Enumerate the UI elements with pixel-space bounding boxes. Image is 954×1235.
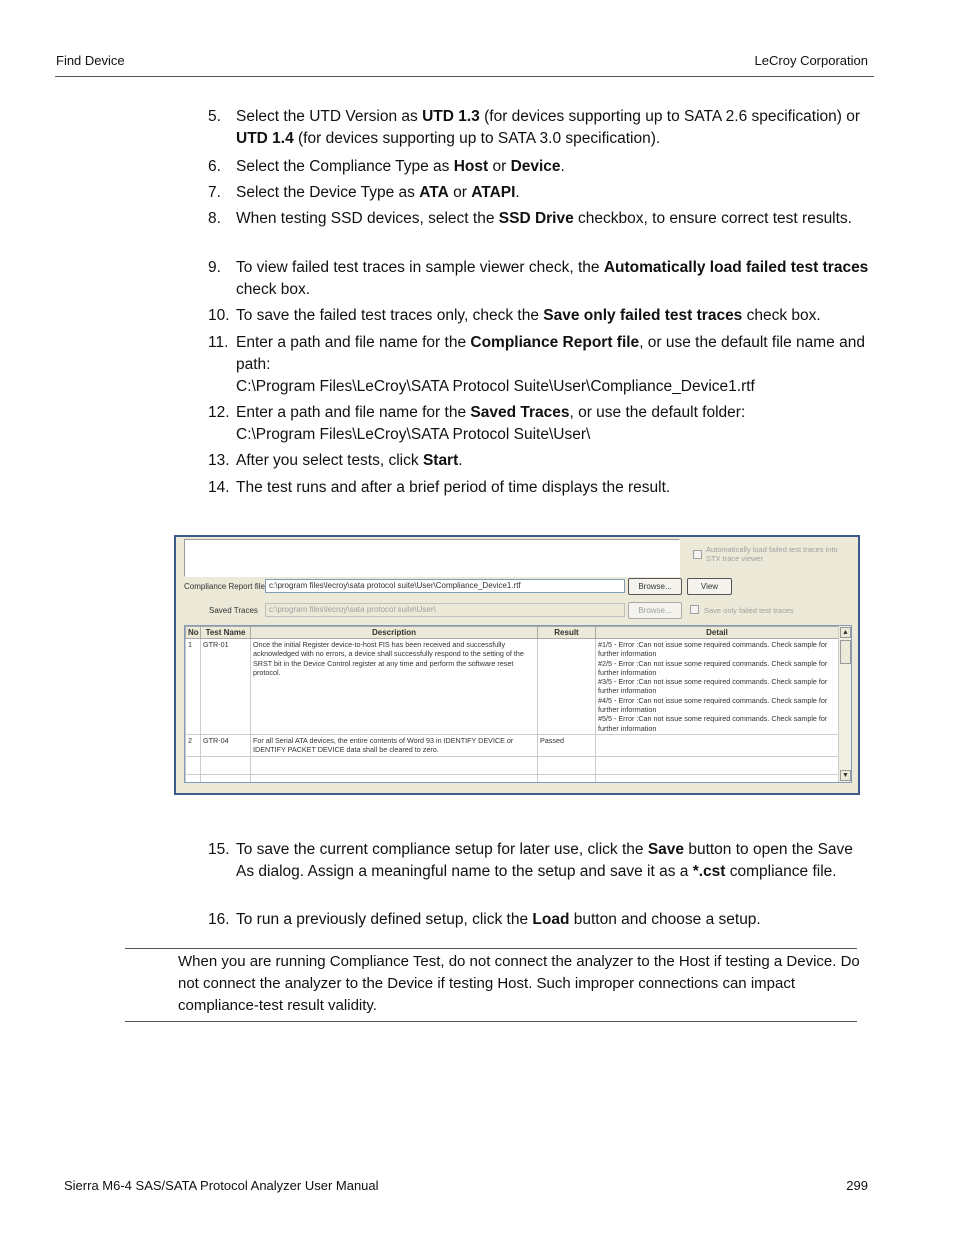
bold-term: ATA: [419, 184, 449, 201]
save-only-failed-label: Save only failed test traces: [704, 606, 794, 615]
col-description[interactable]: Description: [251, 627, 538, 639]
bold-term: Host: [453, 158, 489, 175]
bold-term: SSD Drive: [498, 210, 574, 227]
step-6: 6. Select the Compliance Type as Host or Device.: [208, 158, 565, 175]
col-detail[interactable]: Detail: [596, 627, 839, 639]
step-13: 13. After you select tests, click Start.: [208, 452, 463, 469]
header-rule: [55, 76, 874, 77]
footer-manual-title: Sierra M6-4 SAS/SATA Protocol Analyzer User Manual: [64, 1178, 379, 1193]
table-row-empty: [186, 756, 839, 774]
scroll-down-icon[interactable]: ▼: [840, 770, 851, 781]
bold-term: ATAPI: [471, 184, 516, 201]
auto-load-checkbox[interactable]: [693, 550, 702, 559]
detail-line: #1/5 - Error :Can not issue some required commands. Check sample for further information: [598, 640, 828, 659]
saved-traces-input[interactable]: c:\program files\lecroy\sata protocol suite\User\: [265, 603, 625, 617]
table-header-row: [186, 627, 839, 639]
step-12: 12. Enter a path and file name for the Saved Traces, or use the default folder: C:\Program Files\LeCroy\SATA Protocol Suite\User\: [208, 404, 746, 443]
step-7: 7. Select the Device Type as ATA or ATAPI.: [208, 184, 520, 201]
col-test-name[interactable]: Test Name: [201, 627, 251, 639]
bold-term: UTD 1.4: [236, 130, 294, 147]
bold-term: Automatically load failed test traces: [603, 259, 869, 276]
detail-line: #2/5 - Error :Can not issue some required commands. Check sample for further information: [598, 658, 828, 677]
step-14: 14. The test runs and after a brief period of time displays the result.: [208, 479, 671, 496]
report-file-label: Compliance Report file: [184, 582, 265, 591]
compliance-dialog-screenshot: [174, 535, 860, 795]
bold-term: Save only failed test traces: [543, 307, 743, 324]
bold-term: Compliance Report file: [470, 334, 640, 351]
report-file-input[interactable]: c:\program files\lecroy\sata protocol suite\User\Compliance_Device1.rtf: [265, 579, 625, 593]
view-button[interactable]: View: [687, 578, 732, 595]
save-only-failed-checkbox[interactable]: [690, 605, 699, 614]
step-11: 11. Enter a path and file name for the Compliance Report file, or use the default file name and path: C:\Program Files\LeCroy\SATA Protocol Suite\User\Compliance_Device1.rtf: [208, 334, 865, 395]
page-number: 299: [846, 1178, 868, 1193]
scroll-thumb[interactable]: [840, 640, 851, 664]
traces-browse-button[interactable]: Browse...: [628, 602, 682, 619]
step-9: 9. To view failed test traces in sample viewer check, the Automatically load failed test traces check box.: [208, 259, 869, 298]
detail-line: #3/5 - Error :Can not issue some required commands. Check sample for further information: [598, 677, 828, 696]
header-company: LeCroy Corporation: [754, 53, 868, 68]
caution-note: When you are running Compliance Test, do not connect the analyzer to the Host if testing a Device. Do not connect the analyzer to the Device if testing Host. Such improper connections can impact compliance-test result validity.: [178, 953, 860, 1014]
detail-line: #5/5 - Error :Can not issue some required commands. Check sample for further information: [598, 714, 828, 733]
table-row[interactable]: 1 GTR-01 Once the initial Register device-to-host FIS has been received and successfully acknowledged with no errors, a device shall successfully respond to the setting of the SRST bit in the Device Control register at any time and perform the software reset protocol. #1/5 - Error :Can not issue some required commands. Check sample for further information #2/5 - Error :Can not issue some required commands. Check sample for further information #3/5 - Error :Can not issue some required commands. Check sample for further information #4/5 - Error :Can not issue some required commands. Check sample for further information #5/5 - Error :Can not issue some required commands. Check sample for further information: [186, 639, 839, 735]
results-table: [184, 625, 852, 783]
bold-term: Load: [532, 911, 570, 928]
step-10: 10. To save the failed test traces only, check the Save only failed test traces check box.: [208, 307, 821, 324]
report-browse-button[interactable]: Browse...: [628, 578, 682, 595]
detail-line: #4/5 - Error :Can not issue some required commands. Check sample for further information: [598, 695, 828, 715]
col-result[interactable]: Result: [538, 627, 596, 639]
col-no[interactable]: No: [186, 627, 201, 639]
saved-traces-label: Saved Traces: [209, 606, 258, 615]
table-row[interactable]: 2 GTR-04 For all Serial ATA devices, the entire contents of Word 93 in IDENTIFY DEVICE or IDENTIFY PACKET DEVICE data shall be cleared to zero. Passed: [186, 735, 839, 757]
bold-term: Start: [422, 452, 459, 469]
step-16: 16. To run a previously defined setup, click the Load button and choose a setup.: [208, 911, 761, 928]
auto-load-label: Automatically load failed test traces into STX trace viewer: [706, 545, 838, 563]
test-options-box: [184, 539, 680, 577]
bold-term: Device: [510, 158, 561, 175]
note-rule-bottom: [125, 1021, 857, 1022]
header-section-title: Find Device: [56, 53, 125, 68]
table-row-empty: [186, 774, 839, 783]
bold-term: UTD 1.3: [422, 108, 480, 125]
note-rule-top: [125, 948, 857, 949]
step-5: 5. Select the UTD Version as UTD 1.3 (for devices supporting up to SATA 2.6 specification) or UTD 1.4 (for devices supporting up to SATA 3.0 specification).: [208, 108, 861, 147]
step-15: 15. To save the current compliance setup for later use, click the Save button to open the Save As dialog. Assign a meaningful name to the setup and save it as a *.cst compliance file.: [208, 841, 853, 880]
step-8: 8. When testing SSD devices, select the SSD Drive checkbox, to ensure correct test results.: [208, 210, 852, 227]
bold-term: *.cst: [692, 863, 726, 880]
bold-term: Save: [647, 841, 685, 858]
bold-term: Saved Traces: [470, 404, 570, 421]
scroll-up-icon[interactable]: ▲: [840, 627, 851, 638]
vertical-scrollbar[interactable]: [838, 626, 851, 782]
